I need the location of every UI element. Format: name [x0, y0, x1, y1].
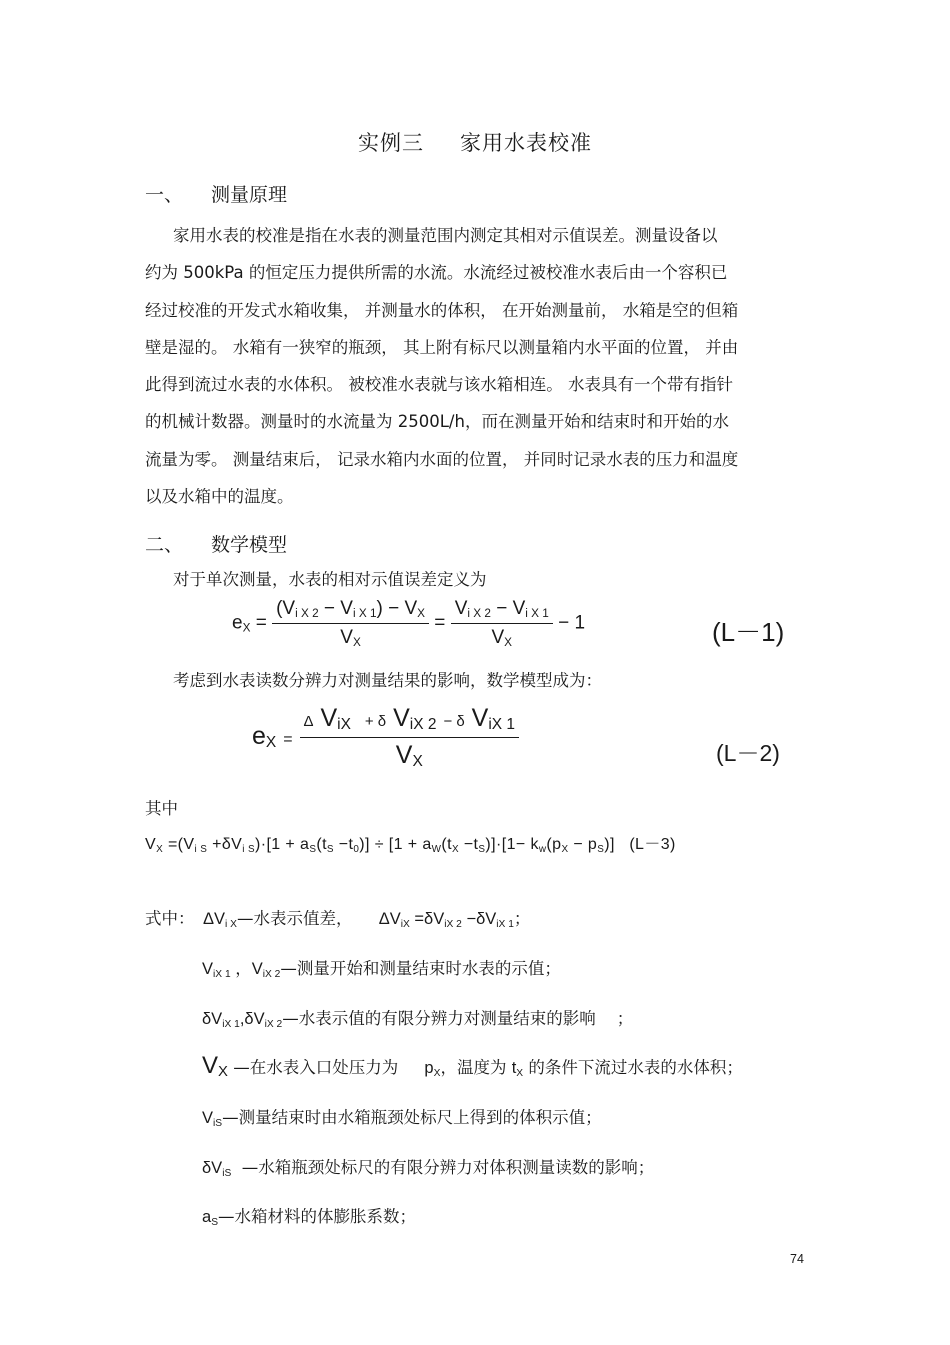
- equation-l1-fraction-b: $\frac{V_{i X 2} - V_{i X 1}}{V_X}$: [451, 598, 553, 649]
- equation-l2-label: (L－2): [716, 740, 780, 766]
- definitions-lead: 式中：: [145, 909, 195, 928]
- paragraph-line: 此得到流过水表的水体积。 被校准水表就与该水箱相连。 水表具有一个带有指针: [145, 375, 733, 395]
- page-title: 实例三 家用水表校准: [358, 131, 592, 155]
- definition-as: $a_S—$水箱材料的体膨胀系数；: [202, 1207, 417, 1228]
- equation-l3-label: (L－3): [629, 836, 676, 853]
- principle-paragraph: [145, 217, 738, 515]
- paragraph-line: 经过校准的开发式水箱收集， 并测量水的体积， 在开始测量前， 水箱是空的但箱: [145, 300, 739, 320]
- definition-vis: $V_{iS}—$测量结束时由水箱瓶颈处标尺上得到的体积示值；: [202, 1108, 602, 1129]
- paragraph-line: 流量为零。 测量结束后， 记录水箱内水面的位置， 并同时记录水表的压力和温度: [145, 449, 739, 469]
- definition-vx: $V_X$ —在水表入口处压力为 $p_X$，温度为 $t_X$ 的条件下流过水表的水体积；: [202, 1052, 743, 1080]
- equation-l2-fraction: $\frac{\Delta V_{iX} + \delta V_{iX 2} - \delta V_{iX 1}}{V_X}$: [300, 704, 520, 771]
- section-heading-1: 一、 测量原理: [145, 184, 288, 206]
- definition-vix1-vix2: $V_{iX 1}$ ，$V_{iX 2}—$测量开始和测量结束时水表的示值；: [202, 959, 561, 980]
- paragraph-line: 以及水箱中的温度。: [145, 487, 294, 507]
- equation-l1-label: (L－1): [712, 617, 785, 647]
- paragraph-line: 家用水表的校准是指在水表的测量范围内测定其相对示值误差。测量设备以: [173, 226, 718, 245]
- equation-l1-fraction-a: $\frac{(V_{i X 2} - V_{i X 1}) - V_X}{V_X}$: [272, 598, 429, 649]
- page-number: 74: [790, 1252, 804, 1266]
- section-heading-2: 二、 数学模型: [145, 534, 288, 556]
- intro-text-single: 对于单次测量，水表的相对示值误差定义为: [173, 570, 487, 589]
- paragraph-line: 壁是湿的。 水箱有一狭窄的瓶颈， 其上附有标尺以测量箱内水平面的位置， 并由: [145, 337, 739, 357]
- definition-delta-vis: $\delta V_{iS}$ —水箱瓶颈处标尺的有限分辨力对体积测量读数的影响；: [202, 1158, 655, 1179]
- paragraph-line: 约为 500kPa 的恒定压力提供所需的水流。水流经过被校准水表后由一个容积已: [145, 263, 728, 283]
- equation-l1: $e_X$ = $\frac{(V_{i X 2} - V_{i X 1}) - V_X}{V_X}$ = $\frac{V_{i X 2} - V_{i X 1}}{V_X}$ − 1: [232, 598, 586, 649]
- definition-delta-vix: $\Delta V_{i X}—$水表示值差， $\Delta V_{iX} =\delta V_{iX 2} -\delta V_{iX 1}$；: [203, 909, 531, 930]
- equation-l3: $V_X =(V_{i S} +\delta V_{i S})\cdot[1 + a_S(t_S -t_0)] \div [1 + a_W(t_X -t_S)]\cdot[1- k_w(p_X - p_S)]$ (L－3): [145, 836, 676, 855]
- where-label: 其中: [145, 799, 178, 818]
- paragraph-line: 的机械计数器。测量时的水流量为 2500L/h，而在测量开始和结束时和开始的水: [145, 412, 729, 432]
- equation-l2: $e_X$ = $\frac{\Delta V_{iX} + \delta V_{iX 2} - \delta V_{iX 1}}{V_X}$: [252, 704, 519, 771]
- intro-text-model: 考虑到水表读数分辨力对测量结果的影响，数学模型成为：: [173, 671, 602, 690]
- definition-delta-resolution: $\delta V_{iX 1},\delta V_{iX 2}—$水表示值的有限分辨力对测量结束的影响 ；: [202, 1009, 634, 1030]
